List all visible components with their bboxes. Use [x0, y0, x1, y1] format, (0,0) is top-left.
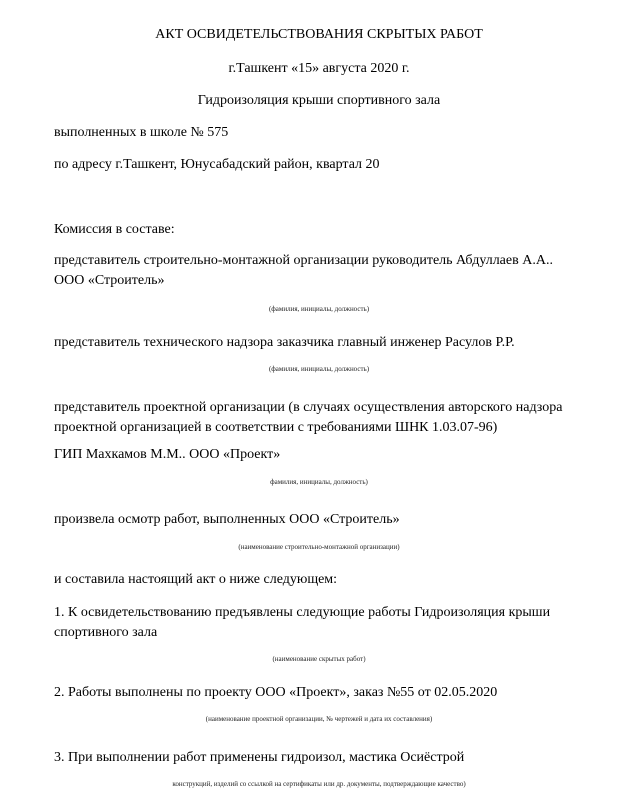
item3-line: 3. При выполнении работ применены гидроизол, мастика Осиёстрой	[54, 750, 465, 765]
hint-materials: конструкций, изделий со ссылкой на сертификаты или др. документы, подтверждающие качество)	[172, 780, 466, 788]
inspection-line: произвела осмотр работ, выполненных ООО «Строитель»	[54, 512, 400, 527]
rep1-line2: ООО «Строитель»	[54, 273, 165, 288]
rep3-line2: проектной организацией в соответствии с требованиями ШНК 1.03.07-96)	[54, 420, 498, 435]
hint-project: (наименование проектной организации, № чертежей и дата их составления)	[205, 715, 433, 723]
document-title: АКТ ОСВИДЕТЕЛЬСТВОВАНИЯ СКРЫТЫХ РАБОТ	[155, 27, 483, 42]
rep3-name: ГИП Махкамов М.М.. ООО «Проект»	[54, 447, 281, 462]
commission-heading: Комиссия в составе:	[54, 222, 175, 237]
address-line: по адресу г.Ташкент, Юнусабадский район, квартал 20	[54, 157, 380, 172]
place-date: г.Ташкент «15» августа 2020 г.	[228, 61, 410, 76]
rep2-line: представитель технического надзора заказчика главный инженер Расулов Р.Р.	[54, 335, 515, 350]
item1-line2: спортивного зала	[54, 625, 158, 640]
school-line: выполненных в школе № 575	[54, 125, 229, 140]
hint-rep2: (фамилия, инициалы, должность)	[268, 365, 370, 373]
work-subject: Гидроизоляция крыши спортивного зала	[197, 93, 441, 108]
hint-rep1: (фамилия, инициалы, должность)	[268, 305, 370, 313]
hint-rep3: фамилия, инициалы, должность)	[270, 478, 368, 486]
compiled-line: и составила настоящий акт о ниже следующем:	[54, 572, 338, 587]
hint-works: (наименование скрытых работ)	[272, 655, 366, 663]
rep1-line1: представитель строительно-монтажной организации руководитель Абдуллаев А.А..	[54, 253, 553, 268]
item2-line: 2. Работы выполнены по проекту ООО «Проект», заказ №55 от 02.05.2020	[54, 685, 498, 700]
item1-line1: 1. К освидетельствованию предъявлены следующие работы Гидроизоляция крыши	[54, 605, 551, 620]
rep3-line1: представитель проектной организации (в случаях осуществления авторского надзора	[54, 400, 563, 415]
hint-org: (наименование строительно-монтажной организации)	[238, 543, 400, 551]
